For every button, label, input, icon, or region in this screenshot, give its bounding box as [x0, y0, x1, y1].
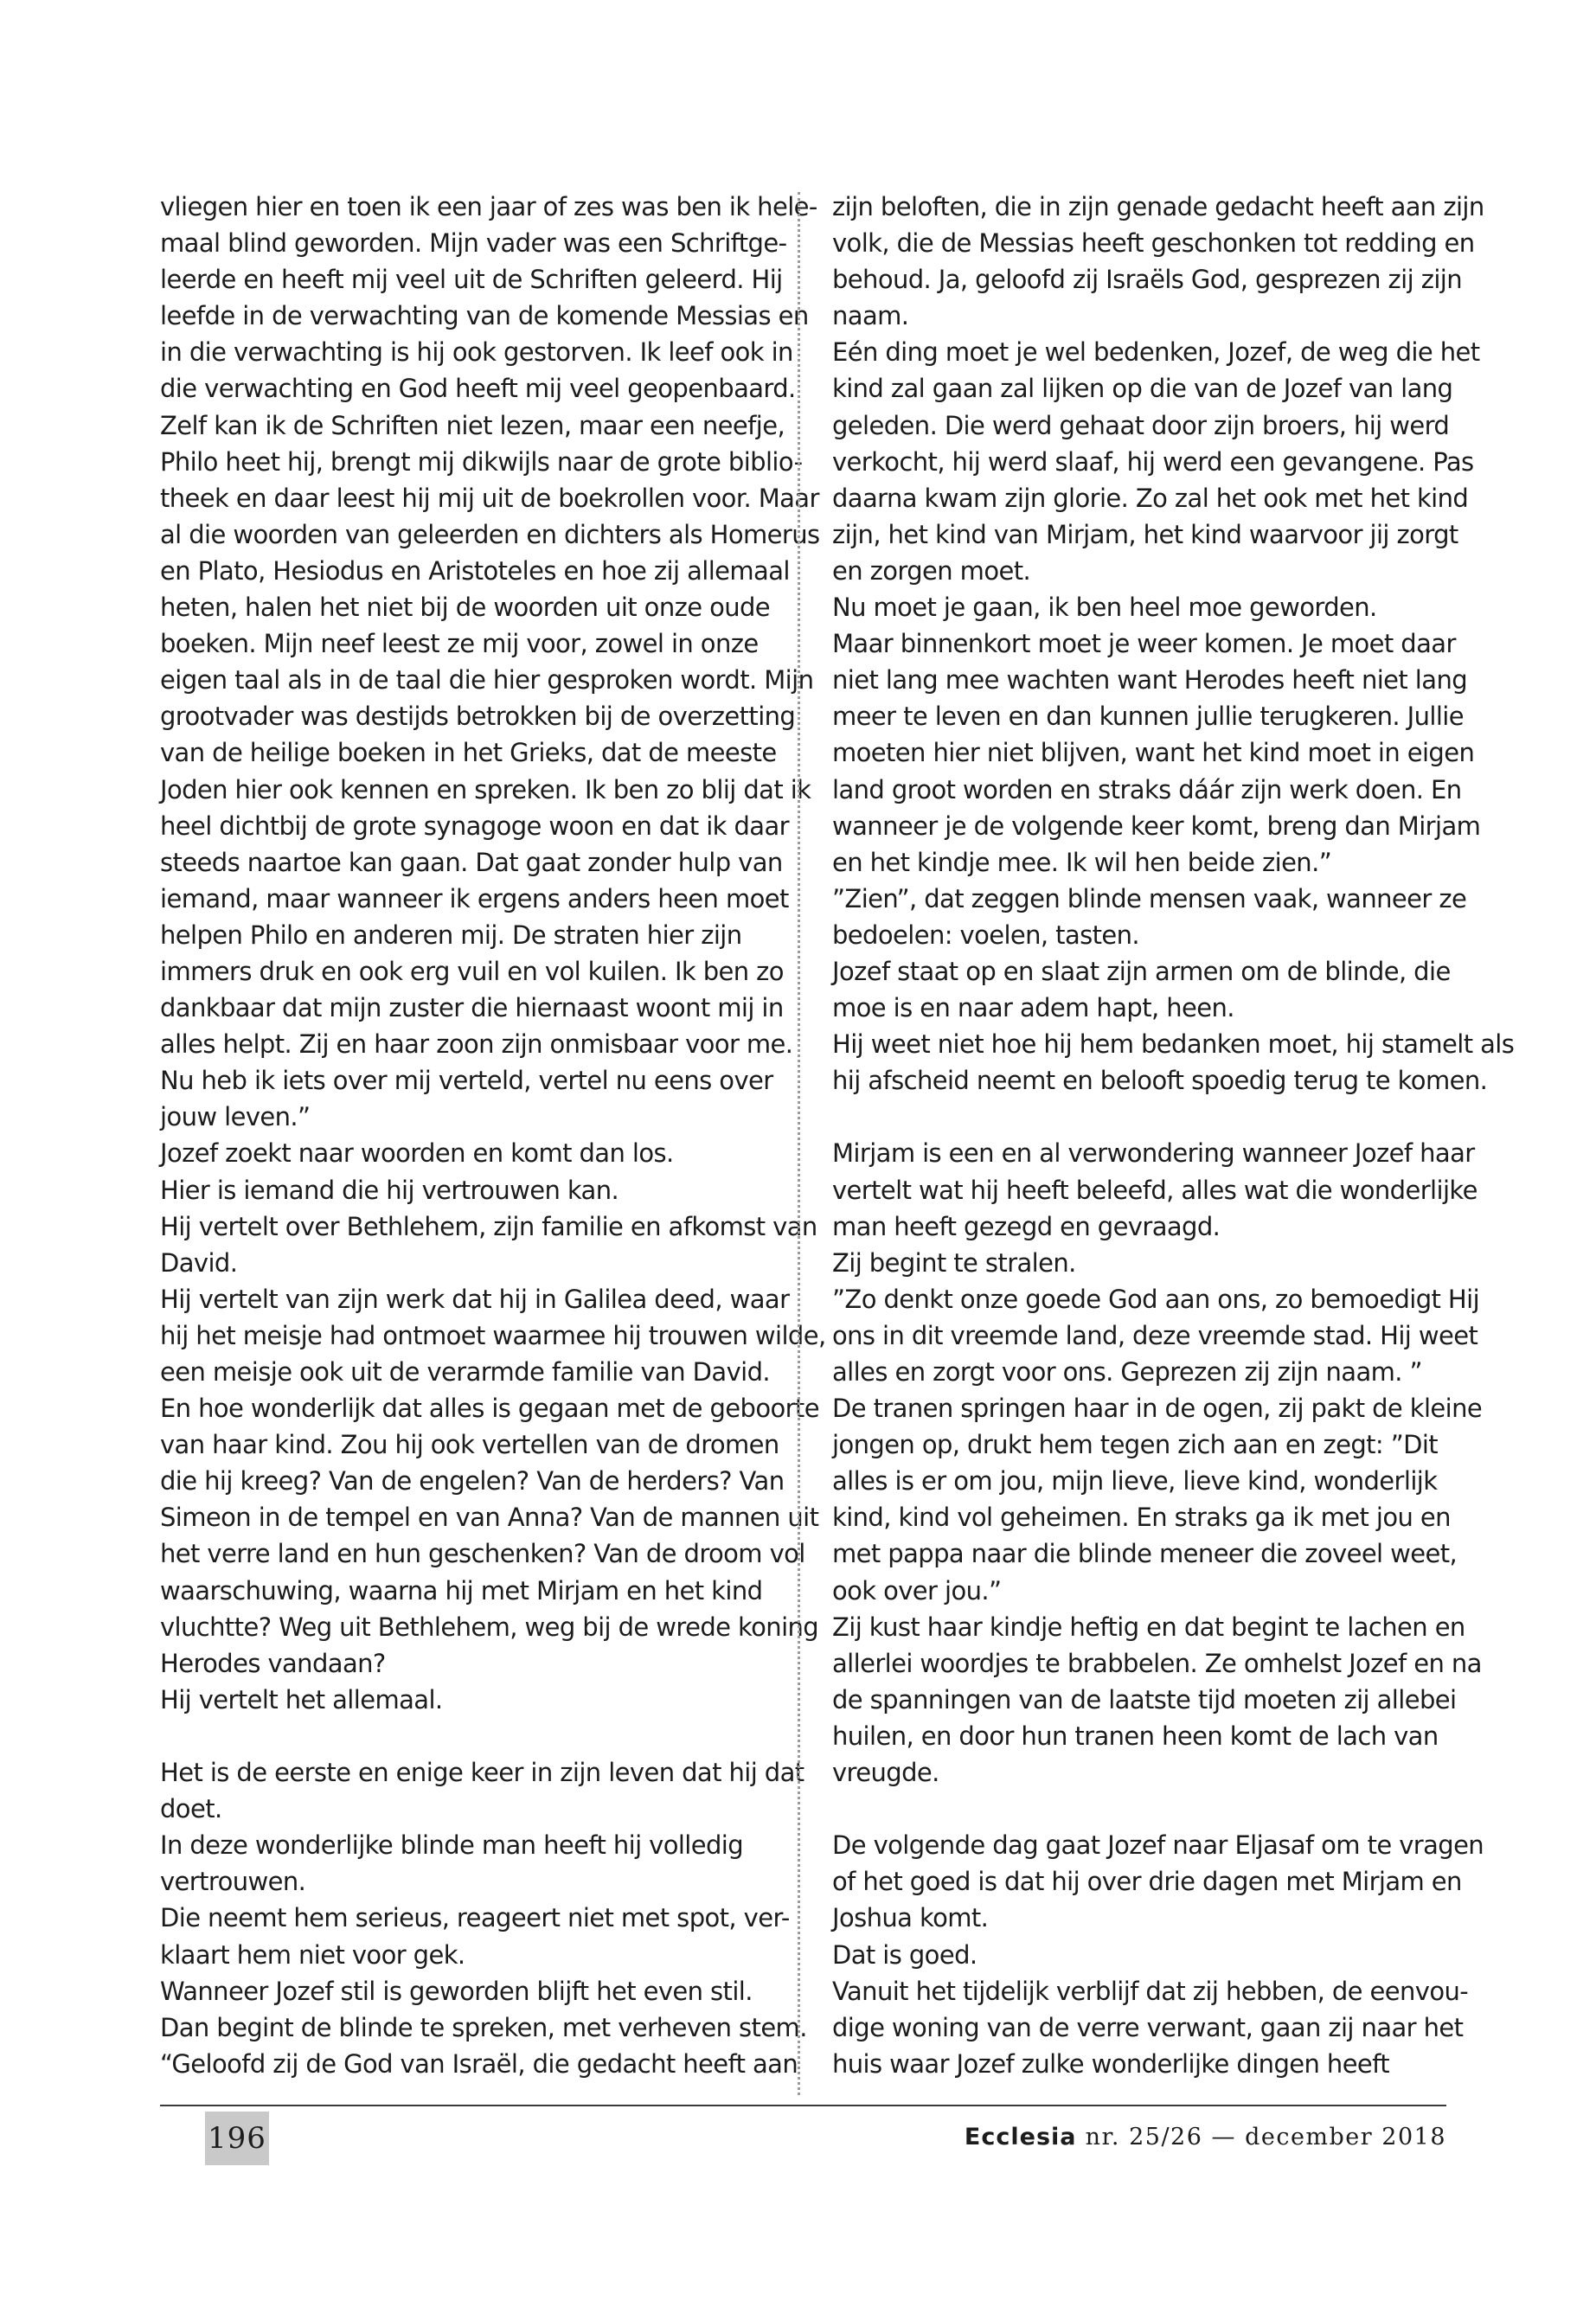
text-line: vreugde.: [832, 1758, 939, 1788]
text-line: “Geloofd zij de God van Israël, die gedacht heeft aan: [160, 2048, 798, 2079]
text-line: ”Zien”, dat zeggen blinde mensen vaak, wanneer ze: [832, 883, 1467, 913]
text-line: een meisje ook uit de verarmde familie van David.: [160, 1357, 771, 1387]
text-line: Joshua komt.: [832, 1903, 989, 1933]
text-line: kind zal gaan zal lijken op die van de Jozef van lang: [832, 374, 1453, 404]
text-line: Simeon in de tempel en van Anna? Van de mannen uit: [160, 1503, 819, 1533]
text-line: van haar kind. Zou hij ook vertellen van de dromen: [160, 1430, 779, 1460]
text-line: Dat is goed.: [832, 1939, 977, 1970]
text-line: boeken. Mijn neef leest ze mij voor, zowel in onze: [160, 629, 759, 659]
text-line: of het goed is dat hij over drie dagen met Mirjam en: [832, 1867, 1462, 1897]
text-line: eigen taal als in de taal die hier gesproken wordt. Mijn: [160, 665, 814, 695]
journal-name: Ecclesia: [964, 2124, 1077, 2150]
text-line: moe is en naar adem hapt, heen.: [832, 993, 1234, 1023]
text-line: en zorgen moet.: [832, 555, 1031, 586]
text-line: dige woning van de verre verwant, gaan zij naar het: [832, 2012, 1464, 2042]
text-line: de spanningen van de laatste tijd moeten zij allebei: [832, 1684, 1457, 1715]
text-line: Jozef zoekt naar woorden en komt dan los.: [160, 1138, 674, 1169]
text-line: daarna kwam zijn glorie. Zo zal het ook met het kind: [832, 483, 1469, 513]
text-line: vertrouwen.: [160, 1867, 306, 1897]
right-text-column: [832, 189, 1515, 2082]
text-line: die hij kreeg? Van de engelen? Van de herders? Van: [160, 1466, 785, 1497]
text-line: Die neemt hem serieus, reageert niet met spot, ver-: [160, 1903, 790, 1933]
text-line: met pappa naar die blinde meneer die zoveel weet,: [832, 1539, 1458, 1569]
text-line: leerde en heeft mij veel uit de Schriften geleerd. Hij: [160, 265, 783, 295]
text-line: klaart hem niet voor gek.: [160, 1939, 465, 1970]
text-line: van de heilige boeken in het Grieks, dat de meeste: [160, 738, 777, 768]
text-line: waarschuwing, waarna hij met Mirjam en het kind: [160, 1575, 763, 1606]
text-line: ook over jou.”: [832, 1575, 1002, 1606]
text-line: helpen Philo en anderen mij. De straten hier zijn: [160, 920, 742, 950]
left-text-column: [160, 189, 826, 2082]
text-line: Hier is iemand die hij vertrouwen kan.: [160, 1175, 619, 1205]
text-line: Zij kust haar kindje heftig en dat begint te lachen en: [832, 1612, 1465, 1642]
text-line: De volgende dag gaat Jozef naar Eljasaf om te vragen: [832, 1830, 1484, 1861]
text-line: alles en zorgt voor ons. Geprezen zij zijn naam. ”: [832, 1357, 1422, 1387]
paragraph-gap: [160, 1718, 783, 1754]
text-line: vluchtte? Weg uit Bethlehem, weg bij de wrede koning: [160, 1612, 819, 1642]
text-line: ons in dit vreemde land, deze vreemde stad. Hij weet: [832, 1320, 1478, 1350]
text-line: naam.: [832, 301, 909, 331]
text-line: die verwachting en God heeft mij veel geopenbaard.: [160, 374, 796, 404]
text-line: vertelt wat hij heeft beleefd, alles wat die wonderlijke: [832, 1175, 1477, 1205]
text-line: wanneer je de volgende keer komt, breng dan Mirjam: [832, 811, 1481, 841]
text-line: alles is er om jou, mijn lieve, lieve kind, wonderlijk: [832, 1466, 1438, 1497]
text-line: geleden. Die werd gehaat door zijn broers, hij werd: [832, 410, 1450, 440]
text-line: Nu moet je gaan, ik ben heel moe geworden.: [832, 593, 1377, 623]
text-line: en het kindje mee. Ik wil hen beide zien.”: [832, 847, 1332, 877]
text-line: heel dichtbij de grote synagoge woon en dat ik daar: [160, 811, 789, 841]
text-line: heten, halen het niet bij de woorden uit onze oude: [160, 593, 771, 623]
text-line: Het is de eerste en enige keer in zijn leven dat hij dat: [160, 1758, 804, 1788]
column-divider: [798, 192, 800, 2095]
text-line: theek en daar leest hij mij uit de boekrollen voor. Maar: [160, 483, 819, 513]
text-line: alles helpt. Zij en haar zoon zijn onmisbaar voor me.: [160, 1029, 793, 1060]
text-line: grootvader was destijds betrokken bij de overzetting: [160, 702, 796, 732]
text-line: In deze wonderlijke blinde man heeft hij volledig: [160, 1830, 744, 1861]
text-line: Hij weet niet hoe hij hem bedanken moet, hij stamelt als: [832, 1029, 1515, 1060]
page-number: 196: [205, 2112, 269, 2165]
text-line: Mirjam is een en al verwondering wanneer Jozef haar: [832, 1138, 1475, 1169]
text-line: meer te leven en dan kunnen jullie terugkeren. Jullie: [832, 702, 1464, 732]
text-line: land groot worden en straks dáár zijn werk doen. En: [832, 774, 1462, 804]
paragraph-gap: [832, 1099, 1455, 1135]
text-line: David.: [160, 1247, 238, 1278]
text-line: man heeft gezegd en gevraagd.: [832, 1211, 1221, 1241]
text-line: doet.: [160, 1794, 222, 1824]
text-line: huilen, en door hun tranen heen komt de lach van: [832, 1721, 1439, 1751]
text-line: maal blind geworden. Mijn vader was een Schriftge-: [160, 228, 787, 259]
text-line: en Plato, Hesiodus en Aristoteles en hoe zij allemaal: [160, 555, 790, 586]
text-line: niet lang mee wachten want Herodes heeft niet lang: [832, 665, 1468, 695]
text-line: verkocht, hij werd slaaf, hij werd een gevangene. Pas: [832, 446, 1474, 477]
text-line: iemand, maar wanneer ik ergens anders heen moet: [160, 883, 789, 913]
text-line: steeds naartoe kan gaan. Dat gaat zonder hulp van: [160, 847, 783, 877]
text-line: het verre land en hun geschenken? Van de droom vol: [160, 1539, 805, 1569]
journal-footer: [965, 2120, 1446, 2155]
text-line: Vanuit het tijdelijk verblijf dat zij hebben, de eenvou-: [832, 1976, 1469, 2006]
text-line: leefde in de verwachting van de komende Messias en: [160, 301, 809, 331]
text-line: zijn beloften, die in zijn genade gedacht heeft aan zijn: [832, 192, 1484, 221]
text-line: Nu heb ik iets over mij verteld, vertel nu eens over: [160, 1066, 773, 1096]
text-line: hij afscheid neemt en belooft spoedig terug te komen.: [832, 1066, 1488, 1096]
text-line: Eén ding moet je wel bedenken, Jozef, de weg die het: [832, 337, 1480, 368]
text-line: Jozef staat op en slaat zijn armen om de blinde, die: [832, 956, 1451, 986]
text-line: dankbaar dat mijn zuster die hiernaast woont mij in: [160, 993, 784, 1023]
text-line: zijn, het kind van Mirjam, het kind waarvoor jij zorgt: [832, 519, 1458, 549]
text-line: jouw leven.”: [160, 1102, 311, 1132]
paragraph-gap: [832, 1791, 1455, 1827]
footer-divider: [160, 2105, 1446, 2106]
text-line: Zelf kan ik de Schriften niet lezen, maar een neefje,: [160, 410, 785, 440]
text-line: Hij vertelt het allemaal.: [160, 1684, 443, 1715]
text-line: Dan begint de blinde te spreken, met verheven stem.: [160, 2012, 807, 2042]
text-line: Hij vertelt over Bethlehem, zijn familie en afkomst van: [160, 1211, 817, 1241]
text-line: in die verwachting is hij ook gestorven. Ik leef ook in: [160, 337, 793, 368]
text-line: Maar binnenkort moet je weer komen. Je moet daar: [832, 629, 1456, 659]
text-line: moeten hier niet blijven, want het kind moet in eigen: [832, 738, 1475, 768]
text-line: allerlei woordjes te brabbelen. Ze omhelst Jozef en na: [832, 1648, 1482, 1678]
text-line: bedoelen: voelen, tasten.: [832, 920, 1140, 950]
text-line: kind, kind vol geheimen. En straks ga ik met jou en: [832, 1503, 1451, 1533]
text-line: ”Zo denkt onze goede God aan ons, zo bemoedigt Hij: [832, 1284, 1480, 1314]
text-line: De tranen springen haar in de ogen, zij pakt de kleine: [832, 1394, 1483, 1424]
text-line: behoud. Ja, geloofd zij Israëls God, gesprezen zij zijn: [832, 265, 1463, 295]
text-line: Wanneer Jozef stil is geworden blijft het even stil.: [160, 1976, 753, 2006]
text-line: Hij vertelt van zijn werk dat hij in Galilea deed, waar: [160, 1284, 790, 1314]
journal-issue: nr. 25/26 — december 2018: [1085, 2124, 1446, 2150]
text-line: Zij begint te stralen.: [832, 1247, 1076, 1278]
text-line: Philo heet hij, brengt mij dikwijls naar de grote biblio-: [160, 446, 803, 477]
text-line: En hoe wonderlijk dat alles is gegaan met de geboorte: [160, 1394, 819, 1424]
text-line: al die woorden van geleerden en dichters als Homerus: [160, 519, 820, 549]
text-line: huis waar Jozef zulke wonderlijke dingen heeft: [832, 2048, 1390, 2079]
text-line: vliegen hier en toen ik een jaar of zes was ben ik hele-: [160, 192, 817, 221]
text-line: hij het meisje had ontmoet waarmee hij trouwen wilde,: [160, 1320, 826, 1350]
text-line: immers druk en ook erg vuil en vol kuilen. Ik ben zo: [160, 956, 784, 986]
text-line: jongen op, drukt hem tegen zich aan en zegt: ”Dit: [832, 1430, 1439, 1460]
text-line: volk, die de Messias heeft geschonken tot redding en: [832, 228, 1475, 259]
text-line: Joden hier ook kennen en spreken. Ik ben zo blij dat ik: [160, 774, 811, 804]
text-line: Herodes vandaan?: [160, 1648, 386, 1678]
